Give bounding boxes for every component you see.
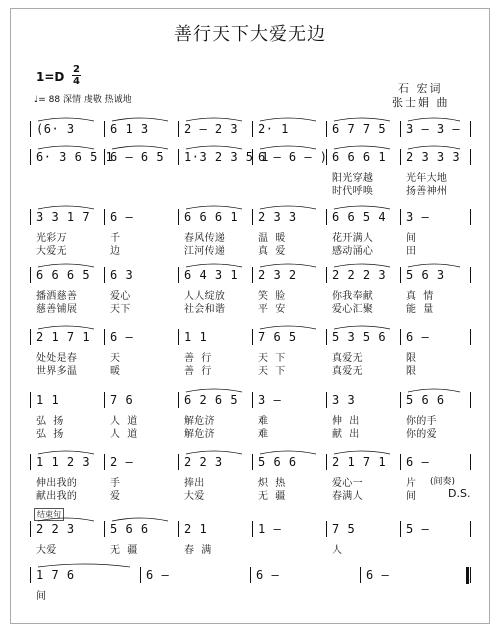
lyric-segment: 手	[110, 478, 121, 489]
lyric-segment: 爱	[110, 491, 121, 502]
lyric-segment: 处处是春	[36, 353, 78, 364]
measure: 5 6 6	[406, 393, 445, 407]
slur-arc	[112, 146, 168, 149]
lyric-segment: 献出我的	[36, 491, 78, 502]
measure: 5 3 5 6	[332, 330, 387, 344]
measure: 6 –	[406, 455, 430, 469]
slur-arc	[38, 518, 94, 521]
lyric-segment: 你我奉献	[332, 291, 374, 302]
measure: 6 3	[110, 268, 134, 282]
lyric-segment: 捧出	[184, 478, 205, 489]
lyric-segment: 炽 热	[258, 478, 286, 489]
lyric-segment: 真 爱	[258, 246, 286, 257]
lyric-segment: 慈善铺展	[36, 304, 78, 315]
lyric-segment: 春风传递	[184, 233, 226, 244]
coda-label: 结束句	[34, 508, 64, 521]
lyric-segment: 扬善神州	[406, 186, 448, 197]
measure: 7 5	[332, 522, 356, 536]
measure: 6 – 6 5	[110, 150, 165, 164]
slur-arc	[186, 451, 242, 454]
slur-arc	[38, 451, 94, 454]
lyric-segment: 你的手	[406, 416, 437, 427]
slur-arc	[112, 118, 168, 121]
lyric-segment: 光年大地	[406, 173, 448, 184]
lyric-segment: 大爱	[36, 545, 57, 556]
measure: 3 3	[332, 393, 356, 407]
measure: 2 –	[110, 455, 134, 469]
lyric-segment: 花开满人	[332, 233, 374, 244]
lyric-segment: 人人绽放	[184, 291, 226, 302]
measure: 2 2 3	[184, 455, 223, 469]
measure: 2 3 2	[258, 268, 297, 282]
measure: 6 6 6 1	[332, 150, 387, 164]
measure: 6 2 6 5	[184, 393, 239, 407]
measure: 2 2 2 3	[332, 268, 387, 282]
lyric-segment: 片	[406, 478, 417, 489]
measure: 2 – 2 3	[184, 122, 239, 136]
lyric-segment: 你的爱	[406, 429, 437, 440]
lyric-segment: 人 道	[110, 429, 138, 440]
lyric-segment: 社会和谐	[184, 304, 226, 315]
measure: 2· 1	[258, 122, 289, 136]
lyric-segment: 光彩万	[36, 233, 67, 244]
measure: 6 – 6 – )	[258, 150, 328, 164]
lyric-segment: 天下	[110, 304, 131, 315]
measure: 2 2 3	[36, 522, 75, 536]
lyric-segment: 弘 扬	[36, 429, 64, 440]
measure: 6 –	[366, 568, 390, 582]
lyric-segment: 播洒慈善	[36, 291, 78, 302]
slur-arc	[334, 326, 390, 329]
measure: 6 6 5 4	[332, 210, 387, 224]
slur-arc	[186, 118, 242, 121]
lyric-segment: 春满人	[332, 491, 363, 502]
measure: 6 –	[146, 568, 170, 582]
lyric-segment: 边	[110, 246, 121, 257]
measure: 6· 3 6 5 1	[36, 150, 114, 164]
measure: 6 6 6 1	[184, 210, 239, 224]
tempo-marking: ♩= 88 深情 虔敬 热诚地	[34, 95, 132, 105]
lyric-segment: 田	[406, 246, 417, 257]
composer-credit: 张士娟 曲	[392, 96, 450, 109]
lyric-segment: 天 下	[258, 366, 286, 377]
lyric-segment: 爱心汇聚	[332, 304, 374, 315]
lyric-segment: 间	[36, 591, 47, 602]
slur-arc	[334, 206, 390, 209]
lyric-segment: 笑 脸	[258, 291, 286, 302]
lyric-segment: 无 疆	[258, 491, 286, 502]
slur-arc	[38, 264, 94, 267]
slur-arc	[186, 389, 242, 392]
slur-arc	[260, 118, 316, 121]
lyric-segment: 善 行	[184, 353, 212, 364]
lyric-segment: 间	[406, 233, 417, 244]
lyric-segment: 人	[332, 545, 343, 556]
measure: 6 –	[110, 330, 134, 344]
lyric-segment: 温 暖	[258, 233, 286, 244]
lyricist-credit: 石 宏词	[398, 82, 443, 95]
slur-arc	[38, 564, 130, 567]
measure: 5 6 6	[258, 455, 297, 469]
measure: (6· 3	[36, 122, 75, 136]
measure: 1 1	[184, 330, 208, 344]
slur-arc	[408, 146, 460, 149]
slur-arc	[260, 326, 316, 329]
measure: 6 –	[256, 568, 280, 582]
lyric-segment: 千	[110, 233, 121, 244]
lyric-segment: 江河传递	[184, 246, 226, 257]
measure: 3 –	[406, 210, 430, 224]
slur-arc	[38, 206, 94, 209]
lyric-segment: 天 下	[258, 353, 286, 364]
measure: 2 3 3 3	[406, 150, 461, 164]
measure: 6 –	[110, 210, 134, 224]
lyric-segment: 限	[406, 353, 417, 364]
lyric-segment: 善 行	[184, 366, 212, 377]
lyric-segment: 爱心	[110, 291, 131, 302]
measure: 1 1 2 3	[36, 455, 91, 469]
measure: 3 3 1 7	[36, 210, 91, 224]
lyric-segment: 暖	[110, 366, 121, 377]
measure: 1 1	[36, 393, 60, 407]
slur-arc	[38, 146, 94, 149]
slur-arc	[260, 451, 316, 454]
lyric-segment: 解危济	[184, 416, 215, 427]
lyric-segment: 伸 出	[332, 416, 360, 427]
lyric-segment: 难	[258, 429, 269, 440]
lyric-segment: 能 量	[406, 304, 434, 315]
lyric-segment: 解危济	[184, 429, 215, 440]
measure: 6 –	[406, 330, 430, 344]
lyric-segment: 世界多温	[36, 366, 78, 377]
measure: 1 7 6	[36, 568, 75, 582]
slur-arc	[186, 146, 242, 149]
slur-arc	[408, 264, 460, 267]
slur-arc	[334, 264, 390, 267]
slur-arc	[186, 206, 242, 209]
measure: 6 4 3 1	[184, 268, 239, 282]
measure: 2 1 7 1	[332, 455, 387, 469]
measure: 5 –	[406, 522, 430, 536]
lyric-segment: 感动涌心	[332, 246, 374, 257]
lyric-segment: 间	[406, 491, 417, 502]
lyric-segment: 大爱	[184, 491, 205, 502]
slur-arc	[334, 118, 390, 121]
lyric-segment: 平 安	[258, 304, 286, 315]
measure: 6 6 6 5	[36, 268, 91, 282]
measure: 1 –	[258, 522, 282, 536]
measure: 7 6 5	[258, 330, 297, 344]
measure: 3 – 3 –	[406, 122, 461, 136]
slur-arc	[334, 146, 390, 149]
measure: 3 –	[258, 393, 282, 407]
measure: 5 6 3	[406, 268, 445, 282]
slur-arc	[38, 326, 94, 329]
lyric-segment: 真爱无	[332, 353, 363, 364]
lyric-segment: 弘 扬	[36, 416, 64, 427]
lyric-segment: 伸出我的	[36, 478, 78, 489]
slur-arc	[260, 206, 316, 209]
lyric-segment: 爱心一	[332, 478, 363, 489]
lyric-segment: 无 疆	[110, 545, 138, 556]
lyric-segment: 大爱无	[36, 246, 67, 257]
lyric-segment: 人 道	[110, 416, 138, 427]
lyric-segment: 难	[258, 416, 269, 427]
measure: 7 6	[110, 393, 134, 407]
lyric-segment: 阳光穿越	[332, 173, 374, 184]
slur-arc	[408, 118, 460, 121]
lyric-segment: 天	[110, 353, 121, 364]
slur-arc	[112, 518, 168, 521]
lyric-segment: 真 情	[406, 291, 434, 302]
song-title: 善行天下大爱无边	[174, 24, 326, 45]
time-signature: 2 4	[73, 64, 80, 87]
measure: 1·3 2 3 5 1	[184, 150, 269, 164]
slur-arc	[260, 264, 316, 267]
measure: 6 7 7 5	[332, 122, 387, 136]
slur-arc	[260, 146, 316, 149]
lyric-segment: 时代呼唤	[332, 186, 374, 197]
measure: 5 6 6	[110, 522, 149, 536]
dal-segno-mark: D.S.	[448, 487, 471, 500]
slur-arc	[334, 451, 390, 454]
lyric-segment: 真爱无	[332, 366, 363, 377]
lyric-segment: 春 满	[184, 545, 212, 556]
measure: 6 1 3	[110, 122, 149, 136]
slur-arc	[186, 264, 242, 267]
slur-arc	[408, 389, 460, 392]
measure: 2 3 3	[258, 210, 297, 224]
slur-arc	[38, 118, 94, 121]
measure: 2 1 7 1	[36, 330, 91, 344]
interlude-mark: (间奏)	[430, 477, 456, 487]
lyric-segment: 限	[406, 366, 417, 377]
measure: 2 1	[184, 522, 208, 536]
lyric-segment: 献 出	[332, 429, 360, 440]
key-signature: 1=D	[36, 70, 65, 84]
